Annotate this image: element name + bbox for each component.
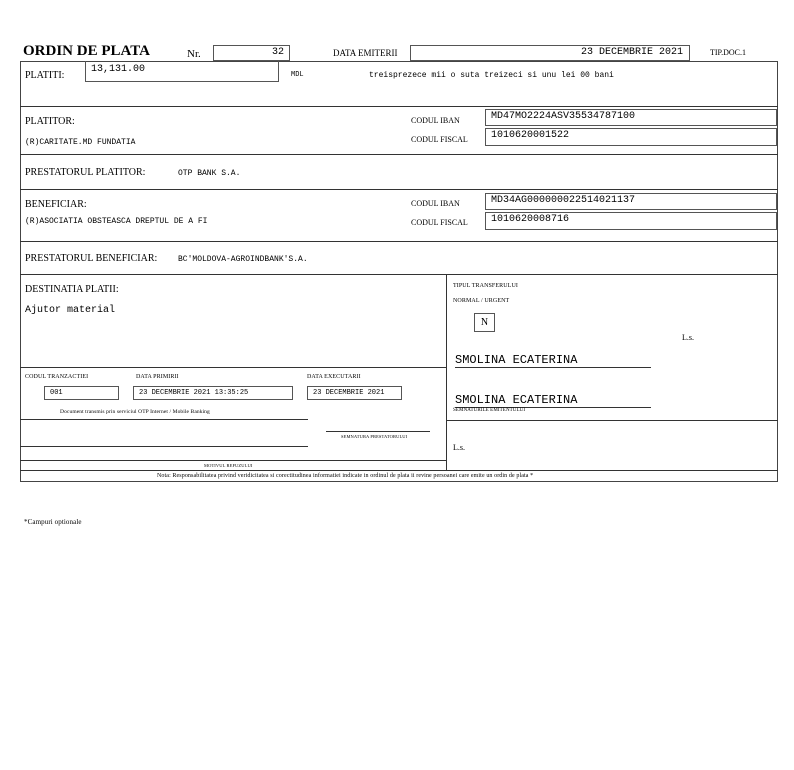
beneficiar-iban-label: CODUL IBAN [411, 199, 460, 208]
divider [20, 419, 308, 420]
platitor-fiscal-label: CODUL FISCAL [411, 135, 468, 144]
beneficiar-iban-field: MD34AG000000022514021137 [485, 193, 777, 210]
ls-label-1: L.s. [682, 333, 694, 342]
cod-tranzactiei-field: 001 [44, 386, 119, 400]
platitor-fiscal-field: 1010620001522 [485, 128, 777, 146]
semnatura-prestator-label: SEMNATURA PRESTATORULUI [341, 434, 408, 439]
signature-2: SMOLINA ECATERINA [455, 393, 651, 408]
divider [20, 241, 778, 242]
platitor-label: PLATITOR: [25, 116, 75, 127]
page-title: ORDIN DE PLATA [23, 43, 150, 59]
semnaturile-emitentului-label: SEMNATURILE EMITENTULUI [453, 408, 526, 413]
divider [20, 367, 446, 368]
beneficiar-label: BENEFICIAR: [25, 199, 87, 210]
date-emiterii-field: 23 DECEMBRIE 2021 [410, 45, 690, 61]
divider [20, 189, 778, 190]
motivul-refuzului-label: MOTIVUL REFUZULUI [204, 463, 253, 468]
platiti-amount-words: treisprezece mii o suta treizeci si unu lei 00 bani [369, 71, 614, 80]
nr-field: 32 [213, 45, 290, 61]
platiti-currency: MDL [291, 71, 304, 79]
platiti-label: PLATITI: [25, 70, 65, 81]
destinatia-value: Ajutor material [25, 305, 116, 316]
prestator-signature-line [326, 431, 430, 432]
signature-1: SMOLINA ECATERINA [455, 353, 651, 368]
platiti-amount-field: 13,131.00 [85, 61, 279, 82]
prestator-beneficiar-label: PRESTATORUL BENEFICIAR: [25, 253, 158, 264]
divider [20, 274, 778, 275]
tip-transfer-label: TIPUL TRANSFERULUI [453, 283, 518, 289]
tip-doc-label: TIP.DOC.1 [710, 48, 747, 57]
divider [20, 470, 778, 471]
column-divider [446, 274, 447, 470]
divider [20, 154, 778, 155]
destinatia-label: DESTINATIA PLATII: [25, 284, 119, 295]
prestator-beneficiar-value: BC'MOLDOVA-AGROINDBANK'S.A. [178, 255, 308, 264]
divider [446, 420, 778, 421]
date-emiterii-label: DATA EMITERII [333, 48, 398, 58]
transfer-mode-field: N [474, 313, 495, 332]
prestator-platitor-label: PRESTATORUL PLATITOR: [25, 167, 146, 178]
optional-fields-note: *Campuri optionale [24, 518, 82, 526]
nr-label: Nr. [187, 48, 201, 60]
cod-tranzactiei-label: CODUL TRANZACTIEI [25, 374, 89, 380]
refuz-line [20, 446, 308, 447]
platitor-name: (R)CARITATE.MD FUNDATIA [25, 138, 136, 147]
divider [20, 106, 778, 107]
beneficiar-fiscal-field: 1010620008716 [485, 212, 777, 230]
footer-nota: Nota: Responsabilitatea privind veridicitatea si corectitudinea informatiei indicate in ordinul de plata ii revine persoanei care emite un ordin de plata * [157, 473, 534, 479]
data-executarii-field: 23 DECEMBRIE 2021 [307, 386, 402, 400]
transfer-mode-label: NORMAL / URGENT [453, 298, 510, 304]
ls-label-2: L.s. [453, 443, 465, 452]
data-primirii-label: DATA PRIMIRII [136, 374, 179, 380]
platitor-iban-label: CODUL IBAN [411, 116, 460, 125]
prestator-platitor-value: OTP BANK S.A. [178, 169, 241, 178]
beneficiar-fiscal-label: CODUL FISCAL [411, 218, 468, 227]
beneficiar-name: (R)ASOCIATIA OBSTEASCA DREPTUL DE A FI [25, 217, 208, 226]
data-executarii-label: DATA EXECUTARII [307, 374, 361, 380]
data-primirii-field: 23 DECEMBRIE 2021 13:35:25 [133, 386, 293, 400]
divider [20, 460, 446, 461]
platitor-iban-field: MD47MO2224ASV35534787100 [485, 109, 777, 126]
transmis-note: Document transmis prin serviciul OTP Internet / Mobile Banking [60, 409, 210, 415]
